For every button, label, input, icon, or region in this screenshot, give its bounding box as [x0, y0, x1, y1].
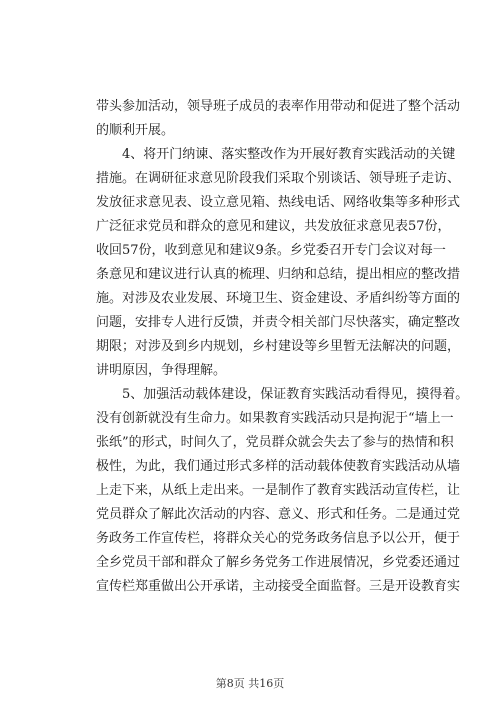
text-line: 措施。在调研征求意见阶段我们采取个别谈话、领导班子走访、: [96, 171, 461, 186]
text-line: 全乡党员干部和群众了解乡务党务工作进展情况，乡党委还通过: [96, 555, 461, 570]
text-line: 务政务工作宣传栏，将群众关心的党务政务信息予以公开，便于: [96, 531, 461, 546]
text-line: 上走下来，从纸上走出来。一是制作了教育实践活动宣传栏，让: [96, 483, 461, 498]
text-line: 发放征求意见表、设立意见箱、热线电话、网络收集等多种形式: [96, 195, 461, 210]
text-line: 期限；对涉及到乡内规划，乡村建设等乡里暂无法解决的问题，: [96, 339, 461, 354]
text-line: 条意见和建议进行认真的梳理、归纳和总结，提出相应的整改措: [96, 267, 461, 282]
text-line: 问题，安排专人进行反馈，并责令相关部门尽快落实，确定整改: [96, 315, 461, 330]
text-line: 的顺利开展。: [96, 123, 175, 138]
text-line: 收回57份，收到意见和建议9条。乡党委召开专门会议对每一: [96, 243, 446, 258]
body-text: [96, 95, 469, 599]
page-number: 第8页 共16页: [215, 677, 285, 690]
text-line: 施。对涉及农业发展、环境卫生、资金建设、矛盾纠纷等方面的: [96, 291, 461, 306]
text-line: 宣传栏郑重做出公开承诺，主动接受全面监督。三是开设教育实: [96, 579, 461, 594]
text-line: 4、将开门纳谏、落实整改作为开展好教育实践活动的关键: [122, 147, 456, 162]
text-line: 张纸”的形式，时间久了，党员群众就会失去了参与的热情和积: [96, 435, 454, 450]
text-line: 带头参加活动，领导班子成员的表率作用带动和促进了整个活动: [96, 99, 461, 114]
text-line: 极性，为此，我们通过形式多样的活动载体使教育实践活动从墙: [96, 459, 461, 474]
text-line: 5、加强活动载体建设，保证教育实践活动看得见，摸得着。: [122, 387, 469, 402]
text-line: 没有创新就没有生命力。如果教育实践活动只是拘泥于“墙上一: [96, 411, 454, 426]
text-line: 讲明原因，争得理解。: [96, 363, 227, 378]
text-line: 广泛征求党员和群众的意见和建议，共发放征求意见表57份，: [96, 219, 451, 234]
text-line: 党员群众了解此次活动的内容、意义、形式和任务。二是通过党: [96, 507, 461, 522]
